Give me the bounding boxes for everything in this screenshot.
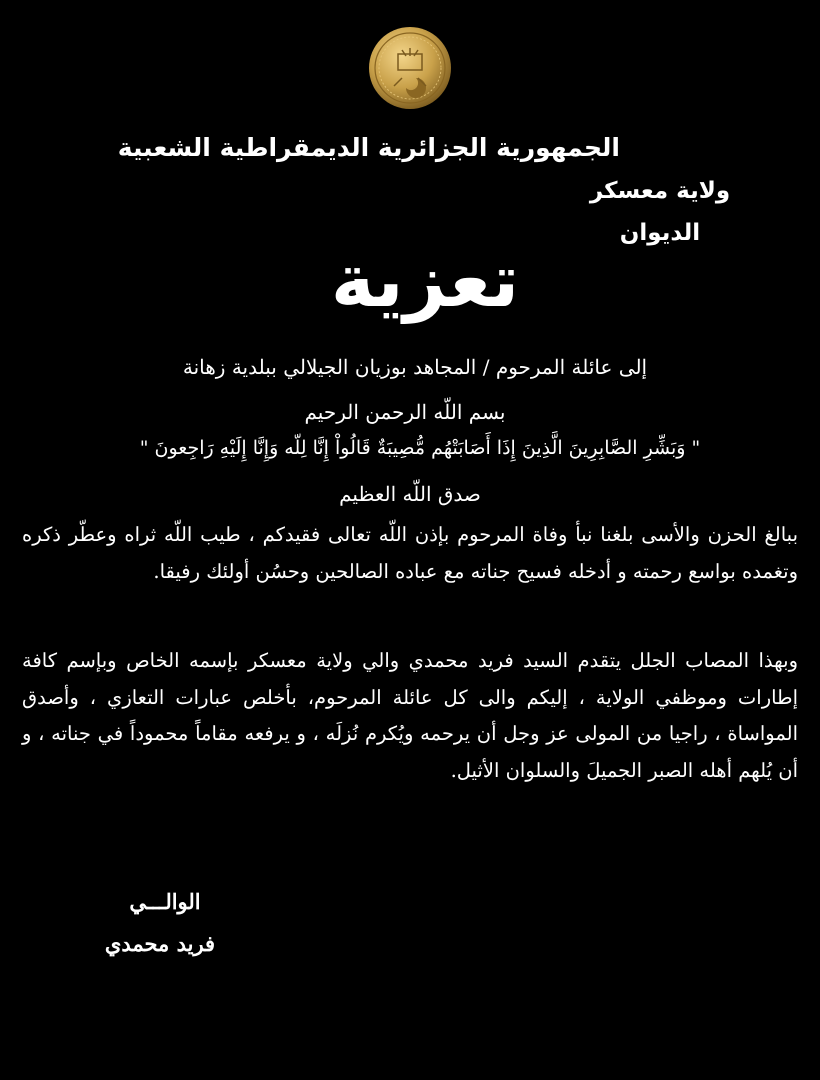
condolence-paragraph-2: وبهذا المصاب الجلل يتقدم السيد فريد محمدي والي ولاية معسكر بإسمه الخاص وبإسم كافة إطارات وموظفي الولاية ، إليكم والى كل عائلة المرحوم، بأخلص عبارات التعازي ، وأصدق المواساة ، راجيا من المولى عز وجل أن يرحمه ويُكرم نُزلَه ، و يرفعه مقاماً محموداً في جناته ، و أن يُلهم أهله الصبر الجميلَ والسلوان الأثيل. [22, 649, 798, 782]
emblem-svg [368, 26, 452, 110]
signature-title: الوالـــي [129, 889, 201, 914]
wilaya-name: ولاية معسكر [589, 178, 731, 204]
sadaqa-line: صدق اللّه العظيم [339, 482, 481, 506]
signature-name: فريد محمدي [104, 931, 216, 956]
quran-verse: " وَبَشِّرِ الصَّابِرِينَ الَّذِينَ إِذَا أَصَابَتْهُم مُّصِيبَةٌ قَالُواْ إِنَّا لِلّه وَإِنَّا إِلَيْهِ رَاجِعونَ " [139, 437, 701, 459]
recipient-line: إلى عائلة المرحوم / المجاهد بوزيان الجيلالي ببلدية زهانة [182, 355, 648, 379]
page-title: تعزية [330, 238, 520, 324]
republic-title: الجمهورية الجزائرية الديمقراطية الشعبية [117, 133, 620, 162]
algeria-emblem-icon [368, 26, 452, 110]
condolence-paragraph-1: ببالغ الحزن والأسى بلغنا نبأ وفاة المرحوم بإذن اللّه تعالى فقيدكم ، طيب اللّه ثراه وعطّر ذكره وتغمده بواسع رحمته و أدخله فسيح جناته مع عباده الصالحين وحسُن أولئك رفيقا. [22, 523, 798, 583]
cabinet-label: الديوان [619, 220, 701, 246]
basmala-line: بسم اللّه الرحمن الرحيم [304, 400, 506, 424]
